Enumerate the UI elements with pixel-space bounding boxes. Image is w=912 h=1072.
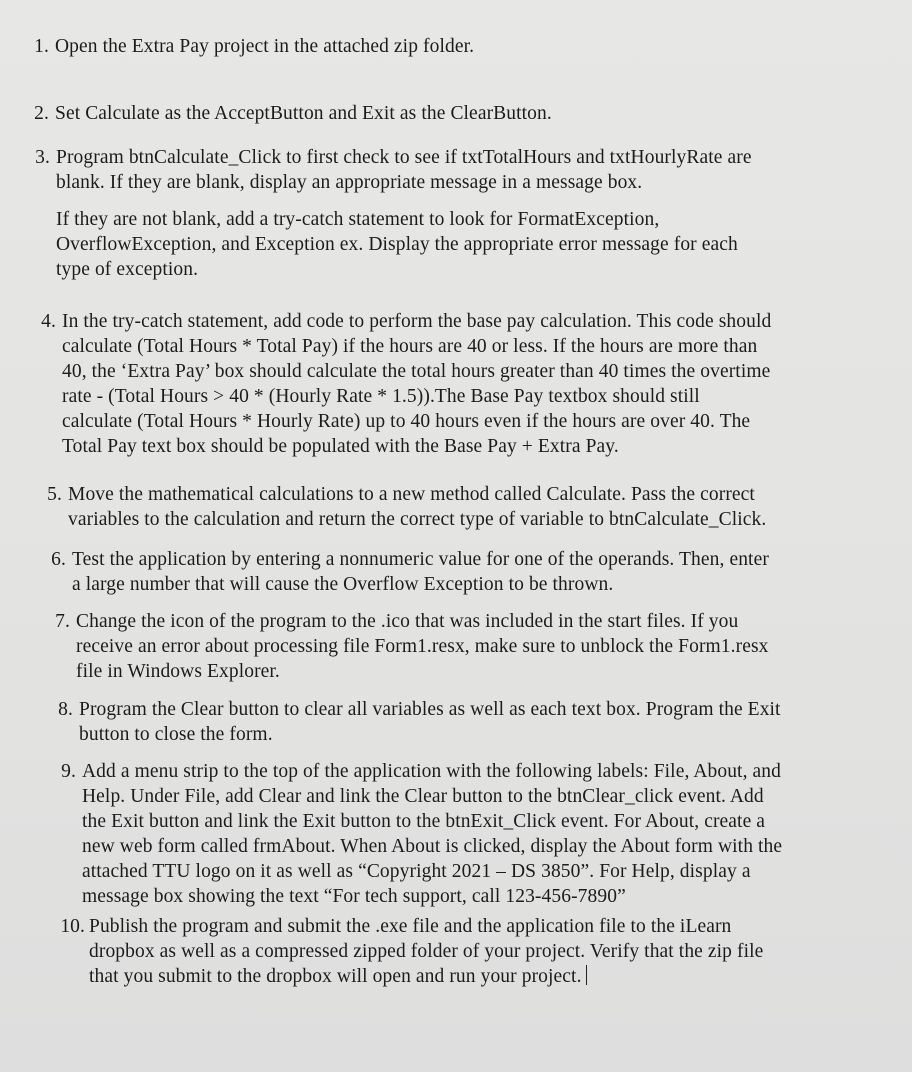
step-text-wrapper — [89, 914, 898, 989]
step-text: Move the mathematical calculations to a new method called Calculate. Pass the correct variables to the calculation and return the correct type of variable to btnCalculate_Click. — [68, 484, 767, 530]
step-3 — [35, 145, 896, 282]
step-number: 8. — [58, 699, 73, 720]
step-8 — [58, 697, 898, 747]
step-text: Add a menu strip to the top of the application with the following labels: File, About, and Help. Under File, add Clear and link the Clear button to the btnClear_click event. Add the Exit button and link the Exit button to the btnExit_Click event. For About, create a new web form called frmAbout. When About is clicked, display the About form with the attached TTU logo on it as well as “Copyright 2021 – DS 3850”. For Help, display a message box showing the text “For tech support, call 123-456-7890” — [82, 761, 783, 907]
text-cursor — [586, 965, 588, 985]
step-number: 6. — [51, 549, 66, 570]
step-6 — [51, 547, 898, 597]
step-4 — [41, 309, 902, 459]
step-number: 5. — [47, 484, 62, 505]
step-text: Program the Clear button to clear all variables as well as each text box. Program the Exit button to close the form. — [79, 699, 781, 745]
step-text: Test the application by entering a nonnumeric value for one of the operands. Then, enter a large number that will cause the Overflow Exception to be thrown. — [72, 549, 769, 595]
step-text: Open the Extra Pay project in the attached zip folder. — [55, 36, 475, 57]
step-9 — [61, 759, 898, 909]
step-number: 7. — [55, 611, 70, 632]
step-text: In the try-catch statement, add code to perform the base pay calculation. This code should calculate (Total Hours * Total Pay) if the hours are 40 or less. If the hours are more than 40, the ‘Extra Pay’ box should calculate the total hours greater than 40 times the overtime rate - (Total Hours > 40 * (Hourly Rate * 1.5)).The Base Pay textbox should still calculate (Total Hours * Hourly Rate) up to 40 hours even if the hours are over 40. The Total Pay text box should be populated with the Base Pay + Extra Pay. — [62, 311, 772, 457]
step-5 — [47, 482, 898, 532]
step-number: 4. — [41, 311, 56, 332]
step-number: 2. — [34, 103, 49, 124]
step-2 — [34, 101, 895, 126]
step-10 — [60, 914, 898, 989]
step-1 — [34, 34, 895, 59]
step-text: Publish the program and submit the .exe file and the application file to the iLearn dropbox as well as a compressed zipped folder of your project. Verify that the zip file that you submit to the dropbox will open and run your project. — [89, 916, 764, 987]
step-number: 3. — [35, 147, 50, 168]
step-text: Change the icon of the program to the .ico that was included in the start files. If you receive an error about processing file Form1.resx, make sure to unblock the Form1.resx file in Windows Explorer. — [76, 611, 769, 682]
step-number: 10. — [60, 916, 85, 937]
step-text: Set Calculate as the AcceptButton and Exit as the ClearButton. — [55, 103, 552, 124]
step-number: 1. — [34, 36, 49, 57]
step-text: Program btnCalculate_Click to first check to see if txtTotalHours and txtHourlyRate are blank. If they are blank, display an appropriate message in a message box. — [56, 147, 752, 193]
step-text: If they are not blank, add a try-catch statement to look for FormatException, OverflowException, and Exception ex. Display the appropriate error message for each type of exception. — [56, 209, 738, 280]
step-7 — [55, 609, 898, 684]
step-number: 9. — [61, 761, 76, 782]
